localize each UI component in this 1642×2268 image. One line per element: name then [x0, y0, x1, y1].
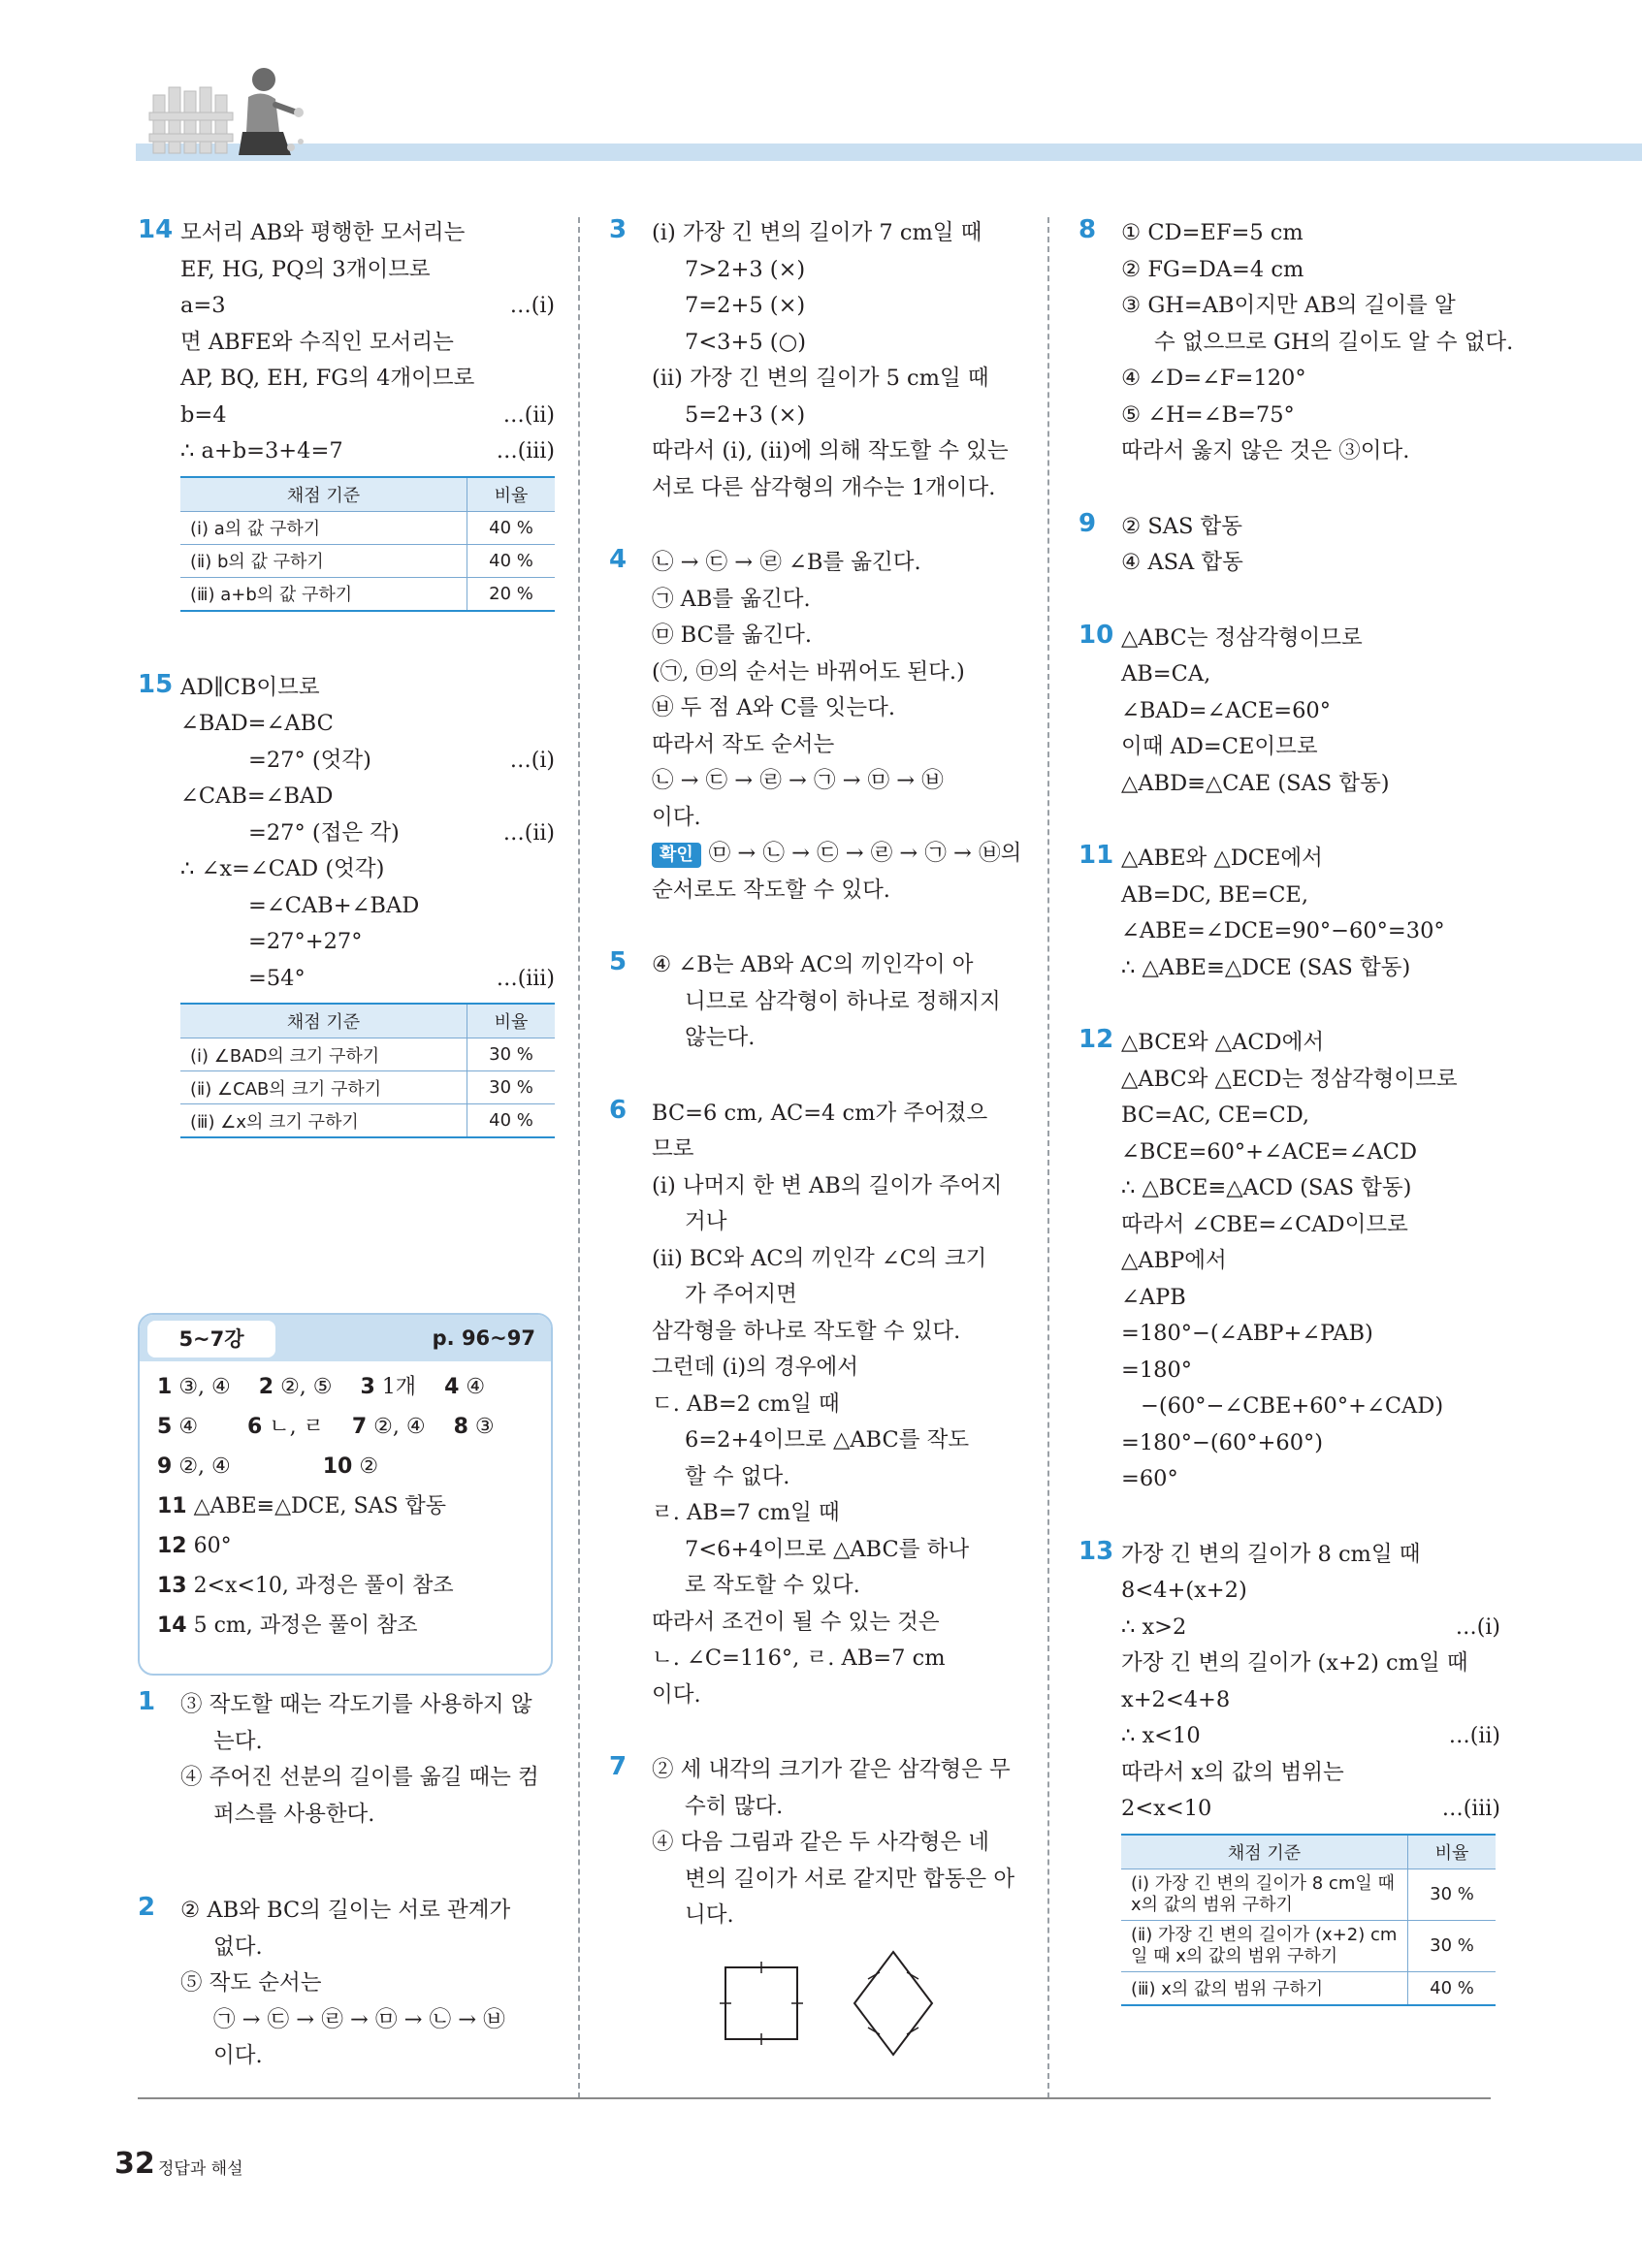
- solution-line: x+2<4+8: [1121, 1686, 1231, 1712]
- solution-line: ∴ x<10: [1121, 1723, 1201, 1748]
- table-row: [180, 1104, 555, 1138]
- solution-line: 따라서 조건이 될 수 있는 것은: [652, 1609, 940, 1635]
- table-cell: 40 %: [467, 1104, 556, 1138]
- table-cell: (ⅲ) x의 값의 범위 구하기: [1121, 1971, 1408, 2005]
- solution-line: ⑤ ∠H=∠B=75°: [1121, 401, 1295, 428]
- table-row: [1121, 1920, 1496, 1971]
- solution-line: ∠APB: [1121, 1284, 1186, 1310]
- solution-line: 거나: [685, 1209, 727, 1234]
- header-bar: [136, 144, 1642, 161]
- solution-line: 8<4+(x+2): [1121, 1578, 1247, 1603]
- step-tag: …(ⅲ): [496, 966, 555, 991]
- column-1: [138, 215, 555, 1138]
- column-3: [1079, 215, 1514, 2006]
- solution-line: 로 작도할 수 있다.: [685, 1573, 860, 1598]
- solution-line: △ABP에서: [1121, 1248, 1227, 1273]
- solution-line: (ⅰ) 나머지 한 변 AB의 길이가 주어지: [652, 1172, 1003, 1198]
- solution-line: ㉤ BC를 옮긴다.: [652, 623, 813, 648]
- solution-line: ∴ x>2: [1121, 1613, 1187, 1640]
- problem-9: [1079, 509, 1500, 582]
- solution-line: 이다.: [652, 804, 701, 830]
- answer-summary-box: [138, 1313, 553, 1676]
- answer-row: 5 ④ 6 ㄴ, ㄹ 7 ②, ④ 8 ③: [157, 1415, 495, 1439]
- solution-line: ∠BCE=60°+∠ACE=∠ACD: [1121, 1138, 1417, 1165]
- step-tag: …(ⅲ): [1441, 1797, 1500, 1821]
- solution-line: ㉠ AB를 옮긴다.: [652, 586, 811, 612]
- problem-number: 2: [138, 1893, 156, 1922]
- table-row: [180, 577, 555, 611]
- solution-line: 변의 길이가 서로 같지만 합동은 아: [685, 1866, 1015, 1892]
- footer-label: 정답과 해설: [158, 2159, 243, 2179]
- problem-14: [138, 215, 555, 612]
- answer-row: 9 ②, ④ 10 ②: [157, 1454, 379, 1479]
- table-cell: (ⅲ) ∠x의 크기 구하기: [180, 1104, 467, 1138]
- problem-number: 11: [1079, 841, 1114, 870]
- solution-line: 그런데 (ⅰ)의 경우에서: [652, 1355, 858, 1380]
- solution-line: 따라서 (ⅰ), (ⅱ)에 의해 작도할 수 있는: [652, 438, 1009, 463]
- solution-line: =27°+27°: [248, 929, 363, 954]
- solution-line: 삼각형을 하나로 작도할 수 있다.: [652, 1318, 961, 1344]
- solution-line: ④ 다음 그림과 같은 두 사각형은 네: [652, 1830, 989, 1855]
- table-row: [180, 544, 555, 577]
- page-reference: p. 96~97: [432, 1326, 535, 1350]
- table-row: [180, 1071, 555, 1104]
- problem-number: 13: [1079, 1536, 1114, 1566]
- solution-line: ∠BAD=∠ACE=60°: [1121, 697, 1332, 723]
- solution-line: ② SAS 합동: [1121, 513, 1243, 539]
- problem-number: 4: [609, 545, 628, 574]
- gardener-illustration: [145, 58, 310, 165]
- solution-line: ∴ ∠x=∠CAD (엇각): [180, 856, 385, 881]
- table-cell: (ⅰ) ∠BAD의 크기 구하기: [180, 1038, 467, 1071]
- footer-rule: [138, 2097, 1491, 2099]
- quadrilaterals-figure: [710, 1948, 1001, 2064]
- column-2: [609, 215, 1026, 2064]
- solution-line: ② 세 내각의 크기가 같은 삼각형은 무: [652, 1757, 1011, 1782]
- solution-line: AB=DC, BE=CE,: [1121, 881, 1308, 908]
- solution-line: =54°: [248, 965, 306, 991]
- step-tag: …(ⅰ): [509, 748, 555, 773]
- solution-line: 가 주어지면: [685, 1282, 797, 1307]
- solution-line: 가장 긴 변의 길이가 (x+2) cm일 때: [1121, 1650, 1468, 1676]
- problem-10: [1079, 621, 1500, 803]
- solution-line: ④ ∠B는 AB와 AC의 끼인각이 아: [652, 952, 974, 977]
- solution-line: 는다.: [213, 1728, 263, 1754]
- step-tag: …(ⅱ): [502, 820, 555, 846]
- table-header: 채점 기준: [180, 477, 467, 512]
- solution-line: ㄷ. AB=2 cm일 때: [652, 1390, 840, 1417]
- problem-4: [609, 545, 1026, 909]
- solution-line: EF, HG, PQ의 3개이므로: [180, 256, 431, 282]
- solution-line: ∠CAB=∠BAD: [180, 783, 334, 809]
- solution-line: 7>2+3 (×): [685, 256, 806, 282]
- solution-line: =∠CAB+∠BAD: [248, 892, 420, 918]
- solution-line: 7<3+5 (○): [685, 329, 806, 355]
- solution-line: ② AB와 BC의 길이는 서로 관계가: [180, 1898, 511, 1923]
- solution-line: ㉠ → ㉢ → ㉣ → ㉤ → ㉡ → ㉥: [213, 2006, 505, 2032]
- step-tag: …(ⅱ): [502, 402, 555, 428]
- check-badge: 확인: [652, 843, 701, 868]
- column-separator: [578, 217, 580, 2098]
- solution-line: −(60°−∠CBE+60°+∠CAD): [1141, 1393, 1444, 1419]
- solution-line: △ABC는 정삼각형이므로: [1121, 624, 1363, 651]
- problem-2: [138, 1893, 555, 2075]
- table-header: 비율: [467, 477, 556, 512]
- solution-line: ㄴ. ∠C=116°, ㄹ. AB=7 cm: [652, 1645, 946, 1671]
- solution-line: ㄹ. AB=7 cm일 때: [652, 1500, 840, 1525]
- problem-11: [1079, 841, 1500, 986]
- problem-12: [1079, 1025, 1500, 1498]
- table-cell: (ⅱ) 가장 긴 변의 길이가 (x+2) cm일 때 x의 값의 범위 구하기: [1121, 1920, 1408, 1971]
- solution-line: (ⅰ) 가장 긴 변의 길이가 7 cm일 때: [652, 220, 982, 245]
- solution-line: 7<6+4이므로 △ABC를 하나: [685, 1536, 970, 1562]
- step-tag: …(ⅲ): [496, 439, 555, 463]
- table-row: [1121, 1971, 1496, 2005]
- solution-line: b=4: [180, 401, 227, 428]
- solution-line: 모서리 AB와 평행한 모서리는: [180, 220, 466, 245]
- solution-line: 따라서 x의 값의 범위는: [1121, 1759, 1344, 1785]
- grading-table: [180, 476, 555, 612]
- table-cell: (ⅱ) ∠CAB의 크기 구하기: [180, 1071, 467, 1104]
- problem-number: 5: [609, 947, 628, 976]
- problem-number: 10: [1079, 620, 1114, 650]
- table-header: 채점 기준: [1121, 1835, 1408, 1869]
- page-number: 32: [114, 2147, 155, 2181]
- table-row: [1121, 1869, 1496, 1920]
- solution-line: 따라서 작도 순서는: [652, 731, 835, 757]
- solution-line: △ABD≡△CAE (SAS 합동): [1121, 770, 1390, 796]
- solution-line: 이때 AD=CE이므로: [1121, 734, 1318, 759]
- answer-row: 12 60°: [157, 1534, 232, 1558]
- table-cell: 40 %: [1408, 1971, 1497, 2005]
- table-cell: (ⅰ) a의 값 구하기: [180, 511, 467, 544]
- solution-line: ② FG=DA=4 cm: [1121, 256, 1304, 282]
- solution-line: 니다.: [685, 1902, 734, 1928]
- solution-line: =180°−(60°+60°): [1121, 1429, 1324, 1455]
- solution-line: ∴ △BCE≡△ACD (SAS 합동): [1121, 1175, 1412, 1200]
- solution-line: ③ GH=AB이지만 AB의 길이를 알: [1121, 293, 1456, 318]
- solution-line: a=3: [180, 293, 226, 318]
- solution-line: (ⅱ) 가장 긴 변의 길이가 5 cm일 때: [652, 366, 989, 391]
- lesson-tab: 5~7강: [147, 1321, 275, 1358]
- problem-number: 7: [609, 1752, 628, 1781]
- answer-row: 1 ③, ④ 2 ②, ⑤ 3 1개 4 ④: [157, 1375, 486, 1399]
- solution-line: 수히 많다.: [685, 1793, 784, 1819]
- table-cell: 30 %: [1408, 1869, 1497, 1920]
- solution-line: 할 수 없다.: [685, 1463, 790, 1489]
- solution-line: 이다.: [652, 1681, 701, 1708]
- solution-line: ⑤ 작도 순서는: [180, 1970, 322, 1996]
- solution-line: 퍼스를 사용한다.: [213, 1801, 375, 1827]
- solution-line: (㉠, ㉤의 순서는 바뀌어도 된다.): [652, 658, 965, 685]
- problem-5: [609, 947, 1026, 1057]
- grading-table: [180, 1003, 555, 1138]
- solution-line: 않는다.: [685, 1025, 756, 1050]
- solution-line: ㉤ → ㉡ → ㉢ → ㉣ → ㉠ → ㉥의: [708, 841, 1022, 866]
- solution-line: 5=2+3 (×): [685, 401, 806, 428]
- table-cell: 30 %: [1408, 1920, 1497, 1971]
- solution-line: △BCE와 △ACD에서: [1121, 1030, 1325, 1055]
- problem-1: [138, 1687, 555, 1833]
- problem-number: 1: [138, 1687, 156, 1716]
- grading-table: [1121, 1834, 1496, 2006]
- solution-line: =60°: [1121, 1466, 1178, 1491]
- solution-line: 수 없으므로 GH의 길이도 알 수 없다.: [1154, 329, 1514, 355]
- solution-line: ∴ △ABE≡△DCE (SAS 합동): [1121, 954, 1411, 980]
- table-row: [180, 1038, 555, 1071]
- solution-line: 순서로도 작도할 수 있다.: [652, 877, 890, 903]
- step-tag: …(ⅱ): [1448, 1724, 1500, 1748]
- solution-line: ∠BAD=∠ABC: [180, 711, 334, 736]
- solution-line: (ⅱ) BC와 AC의 끼인각 ∠C의 크기: [652, 1245, 987, 1271]
- table-cell: (ⅰ) 가장 긴 변의 길이가 8 cm일 때 x의 값의 범위 구하기: [1121, 1869, 1408, 1920]
- solution-line: ∠ABE=∠DCE=90°−60°=30°: [1121, 918, 1445, 943]
- solution-line: 므로: [652, 1136, 694, 1162]
- solution-line: ㉡ → ㉢ → ㉣ → ㉠ → ㉤ → ㉥: [652, 768, 944, 793]
- problem-number: 8: [1079, 215, 1097, 244]
- problem-number: 3: [609, 215, 628, 244]
- problem-number: 15: [138, 669, 174, 699]
- solution-line: AP, BQ, EH, FG의 4개이므로: [180, 366, 475, 391]
- solution-line: 이다.: [213, 2043, 263, 2068]
- problem-15: [138, 670, 555, 1139]
- problem-8: [1079, 215, 1514, 470]
- table-cell: 30 %: [467, 1038, 556, 1071]
- table-cell: 30 %: [467, 1071, 556, 1104]
- solution-line: △ABC와 △ECD는 정삼각형이므로: [1121, 1066, 1458, 1092]
- column-separator: [1047, 217, 1049, 2098]
- problem-number: 12: [1079, 1025, 1114, 1054]
- problem-number: 6: [609, 1095, 628, 1125]
- table-row: [180, 511, 555, 544]
- table-header: 비율: [467, 1004, 556, 1038]
- solution-line: =27° (접은 각): [248, 819, 400, 846]
- solution-line: ㉡ → ㉢ → ㉣ ∠B를 옮긴다.: [652, 550, 921, 575]
- solution-line: BC=AC, CE=CD,: [1121, 1102, 1310, 1128]
- table-cell: (ⅱ) b의 값 구하기: [180, 544, 467, 577]
- solution-line: 서로 다른 삼각형의 개수는 1개이다.: [652, 474, 996, 500]
- solution-line: 없다.: [213, 1933, 263, 1960]
- table-cell: (ⅲ) a+b의 값 구하기: [180, 577, 467, 611]
- solution-line: 6=2+4이므로 △ABC를 작도: [685, 1427, 970, 1453]
- answer-row: 13 2<x<10, 과정은 풀이 참조: [157, 1574, 454, 1598]
- solution-line: =180°−(∠ABP+∠PAB): [1121, 1321, 1373, 1346]
- answer-row: 11 △ABE≡△DCE, SAS 합동: [157, 1494, 447, 1518]
- problem-number: 9: [1079, 508, 1097, 538]
- solution-line: =27° (엇각): [248, 747, 371, 773]
- table-header: 비율: [1408, 1835, 1497, 1869]
- solution-line: ∴ a+b=3+4=7: [180, 438, 343, 463]
- problem-7: [609, 1752, 1026, 2064]
- solution-line: 7=2+5 (×): [685, 293, 806, 318]
- solution-line: AD∥CB이므로: [180, 674, 320, 700]
- solution-line: ④ ∠D=∠F=120°: [1121, 366, 1306, 391]
- solution-line: ③ 작도할 때는 각도기를 사용하지 않: [180, 1692, 532, 1717]
- problem-13: [1079, 1537, 1500, 2006]
- solution-line: BC=6 cm, AC=4 cm가 주어졌으: [652, 1100, 988, 1126]
- table-cell: 40 %: [467, 544, 556, 577]
- step-tag: …(ⅰ): [1455, 1614, 1500, 1640]
- solution-line: ④ ASA 합동: [1121, 550, 1243, 575]
- solution-line: 가장 긴 변의 길이가 8 cm일 때: [1121, 1541, 1421, 1567]
- solution-line: =180°: [1121, 1357, 1193, 1383]
- problem-6: [609, 1096, 1026, 1714]
- solution-line: 면 ABFE와 수직인 모서리는: [180, 329, 454, 355]
- solution-line: 2<x<10: [1121, 1796, 1212, 1821]
- solution-line: ④ 주어진 선분의 길이를 옮길 때는 컴: [180, 1765, 539, 1790]
- solution-line: 따라서 ∠CBE=∠CAD이므로: [1121, 1211, 1408, 1237]
- solution-line: 니므로 삼각형이 하나로 정해지지: [685, 988, 1001, 1014]
- solution-line: 따라서 옳지 않은 것은 ③이다.: [1121, 438, 1410, 463]
- problem-number: 14: [138, 215, 174, 244]
- problem-3: [609, 215, 1026, 506]
- solution-line: AB=CA,: [1121, 661, 1211, 687]
- answer-row: 14 5 cm, 과정은 풀이 참조: [157, 1613, 418, 1638]
- solution-line: ① CD=EF=5 cm: [1121, 220, 1304, 245]
- step-tag: …(ⅰ): [509, 294, 555, 318]
- table-cell: 20 %: [467, 577, 556, 611]
- table-cell: 40 %: [467, 511, 556, 544]
- column-1-lower: [138, 1687, 555, 2075]
- solution-line: △ABE와 △DCE에서: [1121, 846, 1323, 871]
- table-header: 채점 기준: [180, 1004, 467, 1038]
- solution-line: ㉥ 두 점 A와 C를 잇는다.: [652, 695, 896, 720]
